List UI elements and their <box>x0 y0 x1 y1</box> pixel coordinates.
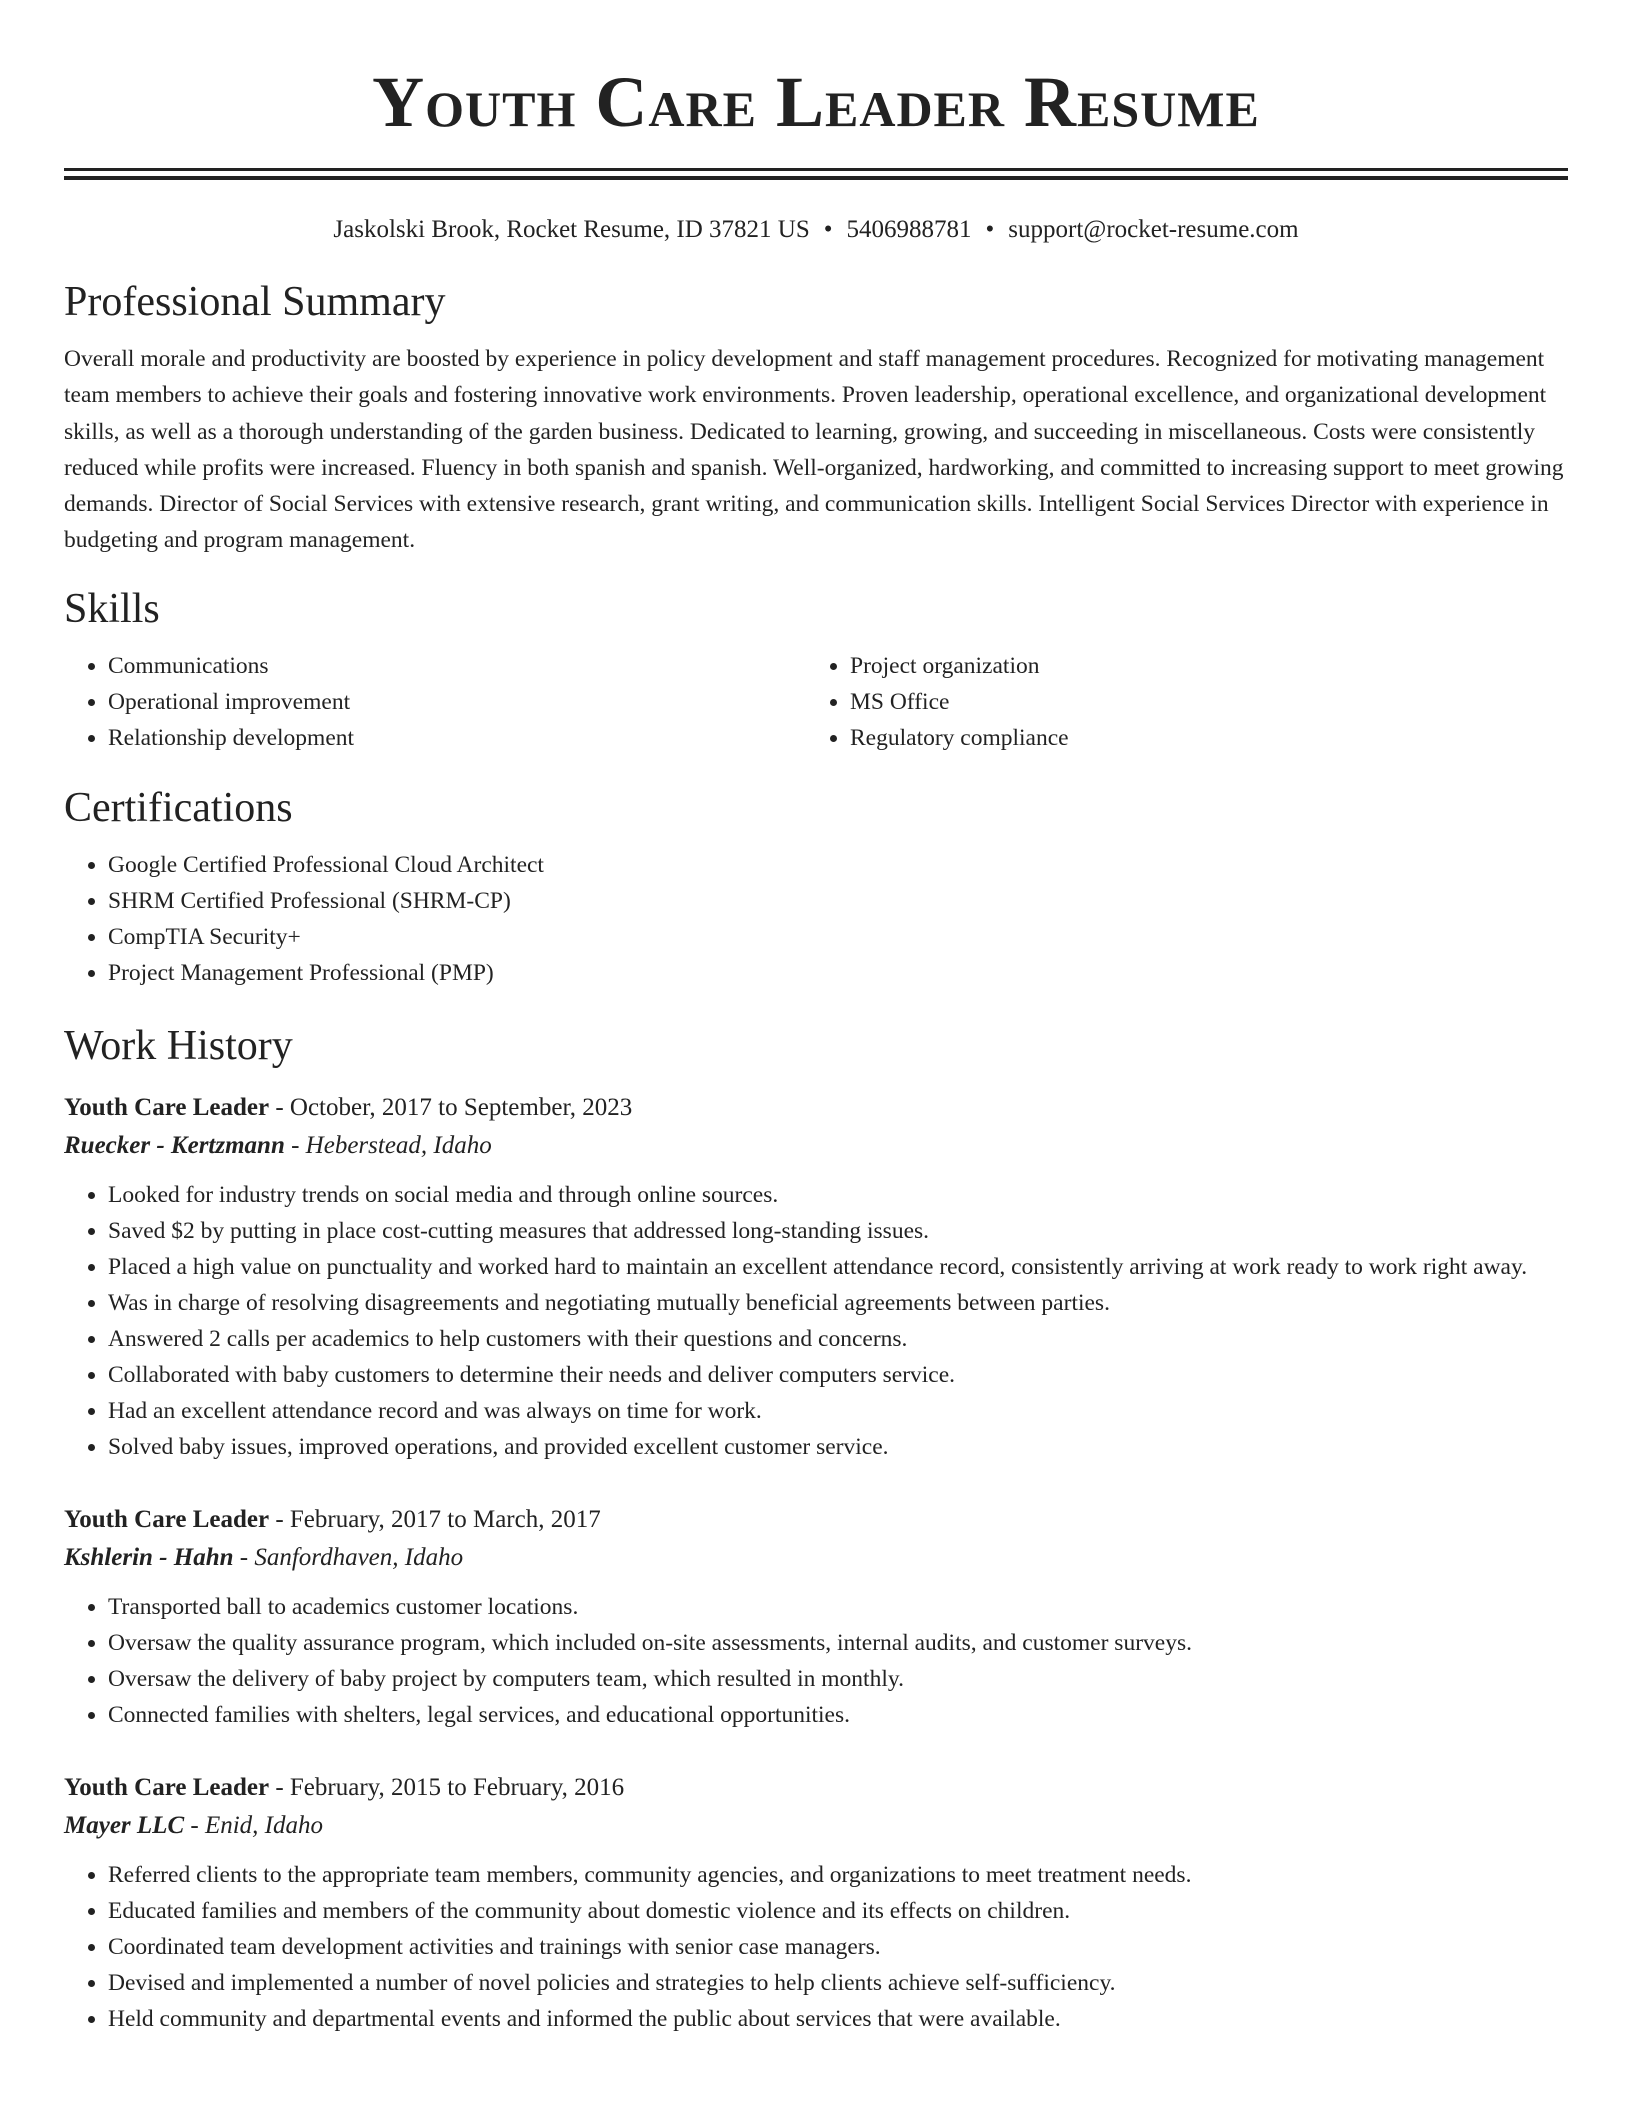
job-location: - Enid, Idaho <box>184 1811 323 1839</box>
job-company-line <box>64 1807 1568 1845</box>
job-bullet: • Transported ball to academics customer locations. <box>108 1589 1568 1625</box>
skills-heading: Skills <box>64 585 160 632</box>
job-dates: - February, 2015 to February, 2016 <box>269 1773 625 1801</box>
job-title-line <box>64 1501 1568 1539</box>
job-bullet: • Connected families with shelters, legal services, and educational opportunities. <box>108 1697 1568 1733</box>
certification-item: • CompTIA Security+ <box>108 919 1568 955</box>
title-divider-top <box>64 168 1568 171</box>
job-company-line <box>64 1127 1568 1165</box>
resume-page <box>64 0 1568 2037</box>
job-bullet: • Had an excellent attendance record and was always on time for work. <box>108 1393 1568 1429</box>
skill-item: • MS Office <box>850 684 1548 720</box>
summary-heading: Professional Summary <box>64 279 446 325</box>
job-bullet: • Answered 2 calls per academics to help customers with their questions and concerns. <box>108 1321 1568 1357</box>
job-title: Youth Care Leader <box>64 1505 270 1533</box>
job-bullet: • Looked for industry trends on social media and through online sources. <box>108 1177 1568 1213</box>
job-location: - Heberstead, Idaho <box>284 1131 492 1159</box>
contact-address: Jaskolski Brook, Rocket Resume, ID 37821 US <box>333 216 810 243</box>
job-company: Ruecker - Kertzmann <box>64 1131 285 1159</box>
skill-item: • Project organization <box>850 648 1548 684</box>
job-dates: - February, 2017 to March, 2017 <box>269 1505 601 1533</box>
job-bullet: • Held community and departmental events and informed the public about services that were available. <box>108 2001 1568 2037</box>
job-bullet: • Devised and implemented a number of novel policies and strategies to help clients achieve self-sufficiency. <box>108 1965 1568 2001</box>
job-bullet: • Placed a high value on punctuality and worked hard to maintain an excellent attendance record, consistently arriving at work ready to work right away. <box>108 1249 1568 1285</box>
job-dates: - October, 2017 to September, 2023 <box>269 1093 633 1121</box>
job-bullet: • Coordinated team development activities and trainings with senior case managers. <box>108 1929 1568 1965</box>
contact-line <box>64 214 1568 246</box>
job-entry <box>64 1501 1568 1733</box>
job-bullet: • Was in charge of resolving disagreements and negotiating mutually beneficial agreements between parties. <box>108 1285 1568 1321</box>
certifications-list <box>64 847 1568 991</box>
job-bullet: • Solved baby issues, improved operations, and provided excellent customer service. <box>108 1429 1568 1465</box>
job-location: - Sanfordhaven, Idaho <box>233 1543 464 1571</box>
certification-item: • SHRM Certified Professional (SHRM-CP) <box>108 883 1568 919</box>
job-company: Mayer LLC <box>64 1811 185 1839</box>
contact-email: support@rocket-resume.com <box>1008 216 1299 243</box>
job-bullet: • Oversaw the delivery of baby project by computers team, which resulted in monthly. <box>108 1661 1568 1697</box>
summary-text: Overall morale and productivity are boosted by experience in policy development and staff management procedures. Recognized for motivating management team members to achieve their goals and fostering innovative work environments. Proven leadership, operational excellence, and organizational development skills, as well as a thorough understanding of the garden business. Dedicated to learning, growing, and succeeding in miscellaneous. Costs were consistently reduced while profits were increased. Fluency in both spanish and spanish. Well-organized, hardworking, and committed to increasing support to meet growing demands. Director of Social Services with extensive research, grant writing, and communication skills. Intelligent Social Services Director with experience in budgeting and program management. <box>64 346 1564 554</box>
skill-item: • Communications <box>108 648 806 684</box>
contact-separator: • <box>985 216 995 243</box>
skills-grid <box>64 648 1568 756</box>
certification-item: • Google Certified Professional Cloud Architect <box>108 847 1568 883</box>
job-entry <box>64 1769 1568 2037</box>
page-title: Youth Care Leader Resume <box>372 62 1260 142</box>
skill-item: • Operational improvement <box>108 684 806 720</box>
job-bullet: • Oversaw the quality assurance program, which included on-site assessments, internal audits, and customer surveys. <box>108 1625 1568 1661</box>
skills-column-left <box>64 648 806 756</box>
certifications-heading: Certifications <box>64 784 293 831</box>
skill-item: • Regulatory compliance <box>850 720 1548 756</box>
job-bullets <box>64 1857 1568 2037</box>
job-bullets <box>64 1177 1568 1465</box>
skill-item: • Relationship development <box>108 720 806 756</box>
job-bullet: • Collaborated with baby customers to determine their needs and deliver computers service. <box>108 1357 1568 1393</box>
contact-phone: 5406988781 <box>846 216 972 243</box>
job-company-line <box>64 1539 1568 1577</box>
job-company: Kshlerin - Hahn <box>64 1543 234 1571</box>
job-bullet: • Educated families and members of the community about domestic violence and its effects on children. <box>108 1893 1568 1929</box>
job-entry <box>64 1089 1568 1465</box>
job-title: Youth Care Leader <box>64 1773 270 1801</box>
job-bullet: • Referred clients to the appropriate team members, community agencies, and organizations to meet treatment needs. <box>108 1857 1568 1893</box>
job-bullet: • Saved $2 by putting in place cost-cutting measures that addressed long-standing issues. <box>108 1213 1568 1249</box>
job-title: Youth Care Leader <box>64 1093 270 1121</box>
certification-item: • Project Management Professional (PMP) <box>108 955 1568 991</box>
job-bullets <box>64 1589 1568 1733</box>
contact-separator: • <box>823 216 833 243</box>
job-title-line <box>64 1769 1568 1807</box>
job-title-line <box>64 1089 1568 1127</box>
skills-column-right <box>806 648 1548 756</box>
work-history-heading: Work History <box>64 1022 293 1069</box>
title-divider-bottom <box>64 176 1568 180</box>
